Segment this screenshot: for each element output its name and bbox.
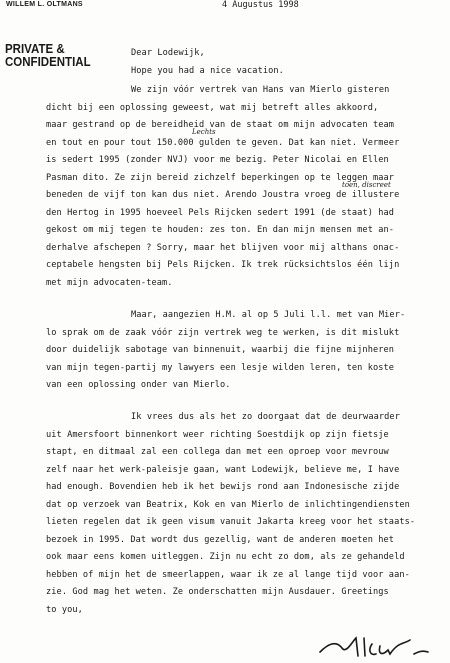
greeting: Hope you had a nice vacation. xyxy=(131,66,284,76)
text-line: stapt, en ditmaal zal een collega dan met een oproep voor mevrouw xyxy=(46,447,389,457)
text-line: door duidelijk sabotage van binnenuit, waarbij die fijne mijnheren xyxy=(46,345,395,355)
stamp-line-2: CONFIDENTIAL xyxy=(5,55,91,69)
text-line: had enough. Bovendien heb ik het bewijs rond aan Indonesische zijde xyxy=(46,482,400,492)
text-line: met mijn advocaten-team. xyxy=(46,278,173,288)
text-line: We zijn vóór vertrek van Hans van Mierlo gisteren xyxy=(131,85,390,95)
text-line: en tout en pour tout 150.000 gulden te geven. Dat kan niet. Vermeer xyxy=(46,138,400,148)
handwritten-note-joustra: toen, discreet xyxy=(342,181,391,189)
text-line: den Hertog in 1995 hoeveel Pels Rijcken sedert 1991 (de staat) had xyxy=(46,208,395,218)
signature xyxy=(318,634,438,662)
text-line: derhalve afschepen ? Sorry, maar het blijven voor mij althans onac- xyxy=(46,243,400,253)
stamp-line-1: PRIVATE & xyxy=(5,42,65,56)
text-line: zelf naar het werk-paleisje gaan, want Lodewijk, believe me, I have xyxy=(46,465,400,475)
text-line: Pasman dito. Ze zijn bereid zichzelf beperkingen op te leggen maar xyxy=(46,173,395,183)
confidential-stamp xyxy=(5,43,91,69)
text-line: to you, xyxy=(46,605,83,615)
text-line: lieten regelen dat ik geen visum vanuit Jakarta kreeg voor het staats- xyxy=(46,517,416,527)
salutation: Dear Lodewijk, xyxy=(131,48,205,58)
text-line: Ik vrees dus als het zo doorgaat dat de deurwaarder xyxy=(131,412,400,422)
text-line: Maar, aangezien H.M. al op 5 Juli l.l. met van Mier- xyxy=(131,310,406,320)
text-line: is sedert 1995 (zonder NVJ) voor me bezig. Peter Nicolai en Ellen xyxy=(46,155,389,165)
text-line: van een oplossing onder van Mierlo. xyxy=(46,380,231,390)
text-line: van mijn tegen-partij my lawyers een lesje wilden leren, ten koste xyxy=(46,363,395,373)
text-line: dat op verzoek van Beatrix, Kok en van Mierlo de inlichtingendiensten xyxy=(46,500,410,510)
text-line: bezoek in 1995. Dat wordt dus gezellig, want de anderen moeten het xyxy=(46,535,395,545)
text-line: ceptabele hengsten bij Pels Rijcken. Ik trek rücksichtslos één lijn xyxy=(46,260,400,270)
text-line: zie. God mag het weten. Ze onderschatten mijn Ausdauer. Greetings xyxy=(46,587,389,597)
text-line: hebben of mijn het de smeerlappen, waar ik ze al lange tijd voor aan- xyxy=(46,570,410,580)
text-line: ook maar eens komen uitleggen. Zijn nu echt zo dom, als ze gehandeld xyxy=(46,552,405,562)
letter-date: 4 Augustus 1998 xyxy=(222,0,299,10)
text-line: uit Amersfoort binnenkort weer richting Soestdijk op zijn fietsje xyxy=(46,430,389,440)
text-line: lo sprak om de zaak vóór zijn vertrek weg te werken, is dit mislukt xyxy=(46,328,400,338)
letterhead-name: WILLEM L. OLTMANS xyxy=(6,1,83,8)
handwritten-note-amount: Lechts xyxy=(192,128,216,136)
text-line: maar gestrand op de bereidheid van de staat om mijn advocaten team xyxy=(46,120,395,130)
text-line: beneden de vijf ton kan dus niet. Arendo Joustra vroeg de illustere xyxy=(46,190,400,200)
text-line: dicht bij een oplossing geweest, wat mij betreft alles akkoord, xyxy=(46,103,379,113)
text-line: gekost om mij tegen te houden: zes ton. En dan mijn mensen met an- xyxy=(46,225,395,235)
